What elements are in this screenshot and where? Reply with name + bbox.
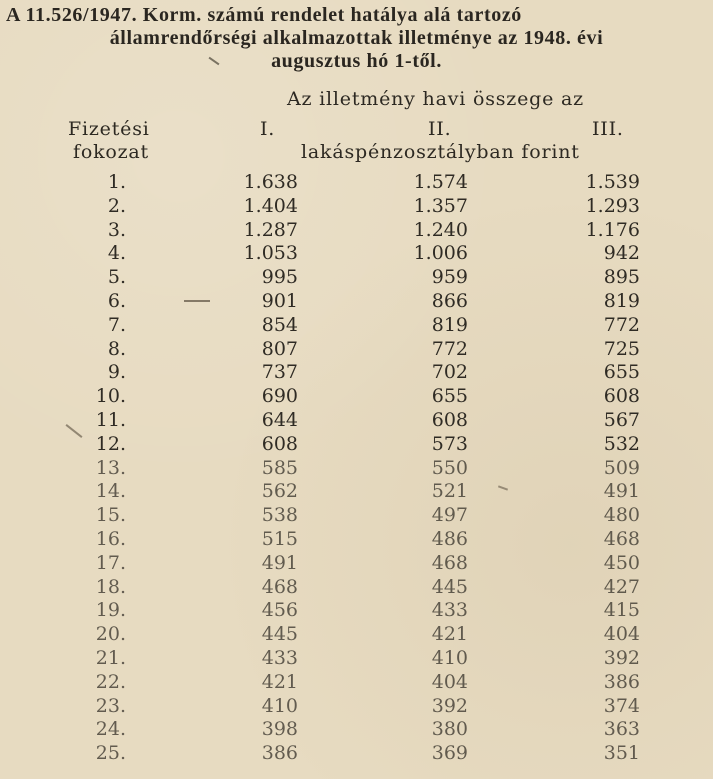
document-title [0,4,713,73]
class-3-amount: 351 [603,742,640,765]
table-row [0,647,713,671]
class-2-amount: 410 [431,646,468,669]
grade-cell: 24. [95,718,126,741]
table-row [0,742,713,766]
table-row [0,695,713,719]
class-header-3: III. [592,118,624,140]
table-row [0,671,713,695]
class-1-amount: 468 [261,575,298,598]
class-3-amount: 404 [603,623,640,646]
table-row [0,433,713,457]
class-1-amount: 445 [261,623,298,646]
table-row [0,528,713,552]
table-row [0,171,713,195]
class-3-amount: 532 [603,432,640,455]
table-row [0,266,713,290]
table-row [0,219,713,243]
class-1-amount: 995 [261,266,298,289]
title-line-3: augusztus hó 1-től. [271,50,442,72]
class-3-amount: 819 [603,289,640,312]
class-3-amount: 374 [603,694,640,717]
title-line-1: A 11.526/1947. Korm. számú rendelet hatálya alá tartozó [6,4,522,26]
class-2-amount: 486 [431,527,468,550]
class-3-amount: 567 [603,408,640,431]
class-2-amount: 404 [431,670,468,693]
table-row [0,504,713,528]
class-2-amount: 1.240 [413,218,468,241]
table-caption: Az illetmény havi összege az [287,88,584,110]
grade-cell: 6. [107,289,126,312]
class-1-amount: 1.404 [243,194,298,217]
class-3-amount: 655 [603,361,640,384]
grade-cell: 17. [95,551,126,574]
class-3-amount: 895 [603,266,640,289]
class-2-amount: 433 [431,599,468,622]
table-row [0,718,713,742]
table-row [0,242,713,266]
table-unit-line: lakáspénzosztályban forint [301,141,580,163]
class-1-amount: 608 [261,432,298,455]
class-1-amount: 1.287 [243,218,298,241]
grade-cell: 19. [95,599,126,622]
ink-mark [184,300,210,302]
class-1-amount: 585 [261,456,298,479]
table-row [0,361,713,385]
class-1-amount: 562 [261,480,298,503]
class-2-amount: 608 [431,408,468,431]
grade-cell: 2. [107,194,126,217]
table-row [0,338,713,362]
class-header-2: II. [428,118,452,140]
grade-cell: 1. [107,171,126,193]
class-1-amount: 644 [261,408,298,431]
class-3-amount: 772 [603,313,640,336]
class-3-amount: 725 [603,337,640,360]
class-2-amount: 445 [431,575,468,598]
class-1-amount: 807 [261,337,298,360]
class-1-amount: 456 [261,599,298,622]
class-2-amount: 550 [431,456,468,479]
class-2-amount: 573 [431,432,468,455]
grade-cell: 12. [95,432,126,455]
class-2-amount: 521 [431,480,468,503]
class-3-amount: 450 [603,551,640,574]
grade-cell: 5. [107,266,126,289]
class-2-amount: 497 [431,504,468,527]
grade-cell: 15. [95,504,126,527]
grade-cell: 11. [95,408,126,431]
class-2-amount: 1.006 [413,242,468,265]
class-1-amount: 433 [261,646,298,669]
class-1-amount: 515 [261,527,298,550]
class-header-1: I. [260,118,276,140]
class-3-amount: 427 [603,575,640,598]
class-2-amount: 655 [431,385,468,408]
grade-cell: 16. [95,527,126,550]
grade-cell: 22. [95,670,126,693]
class-2-amount: 369 [431,742,468,765]
table-row [0,552,713,576]
grade-cell: 10. [95,385,126,408]
table-row [0,457,713,481]
grade-cell: 23. [95,694,126,717]
grade-cell: 7. [107,313,126,336]
table-row [0,385,713,409]
class-3-amount: 386 [603,670,640,693]
table-row [0,599,713,623]
class-3-amount: 1.293 [585,194,640,217]
grade-cell: 14. [95,480,126,503]
class-2-amount: 702 [431,361,468,384]
class-1-amount: 1.638 [243,171,298,193]
grade-cell: 25. [95,742,126,765]
class-1-amount: 538 [261,504,298,527]
class-2-amount: 421 [431,623,468,646]
class-1-amount: 854 [261,313,298,336]
class-2-amount: 1.574 [413,171,468,193]
table-row [0,290,713,314]
class-3-amount: 415 [603,599,640,622]
class-3-amount: 480 [603,504,640,527]
class-1-amount: 398 [261,718,298,741]
class-3-amount: 608 [603,385,640,408]
class-3-amount: 392 [603,646,640,669]
class-2-amount: 1.357 [413,194,468,217]
class-3-amount: 1.539 [585,171,640,193]
grade-cell: 21. [95,646,126,669]
class-3-amount: 509 [603,456,640,479]
table-row [0,195,713,219]
grade-cell: 8. [107,337,126,360]
class-1-amount: 737 [261,361,298,384]
grade-header-line-1: Fizetési [68,118,150,140]
class-3-amount: 942 [603,242,640,265]
class-1-amount: 410 [261,694,298,717]
class-3-amount: 363 [603,718,640,741]
grade-cell: 4. [107,242,126,265]
grade-cell: 18. [95,575,126,598]
table-row [0,576,713,600]
table-row [0,409,713,433]
grade-cell: 13. [95,456,126,479]
class-2-amount: 380 [431,718,468,741]
table-row [0,480,713,504]
class-3-amount: 1.176 [585,218,640,241]
title-line-2: államrendőrségi alkalmazottak illetménye az 1948. évi [109,27,604,49]
class-2-amount: 392 [431,694,468,717]
grade-cell: 3. [107,218,126,241]
class-1-amount: 690 [261,385,298,408]
class-2-amount: 468 [431,551,468,574]
grade-cell: 20. [95,623,126,646]
class-3-amount: 468 [603,527,640,550]
class-2-amount: 772 [431,337,468,360]
class-1-amount: 1.053 [243,242,298,265]
salary-table-body [0,171,713,766]
class-1-amount: 421 [261,670,298,693]
class-2-amount: 959 [431,266,468,289]
class-1-amount: 491 [261,551,298,574]
class-2-amount: 866 [431,289,468,312]
table-row [0,314,713,338]
table-row [0,623,713,647]
class-3-amount: 491 [603,480,640,503]
grade-cell: 9. [107,361,126,384]
grade-header-line-2: fokozat [73,141,149,163]
class-1-amount: 386 [261,742,298,765]
class-2-amount: 819 [431,313,468,336]
class-1-amount: 901 [261,289,298,312]
